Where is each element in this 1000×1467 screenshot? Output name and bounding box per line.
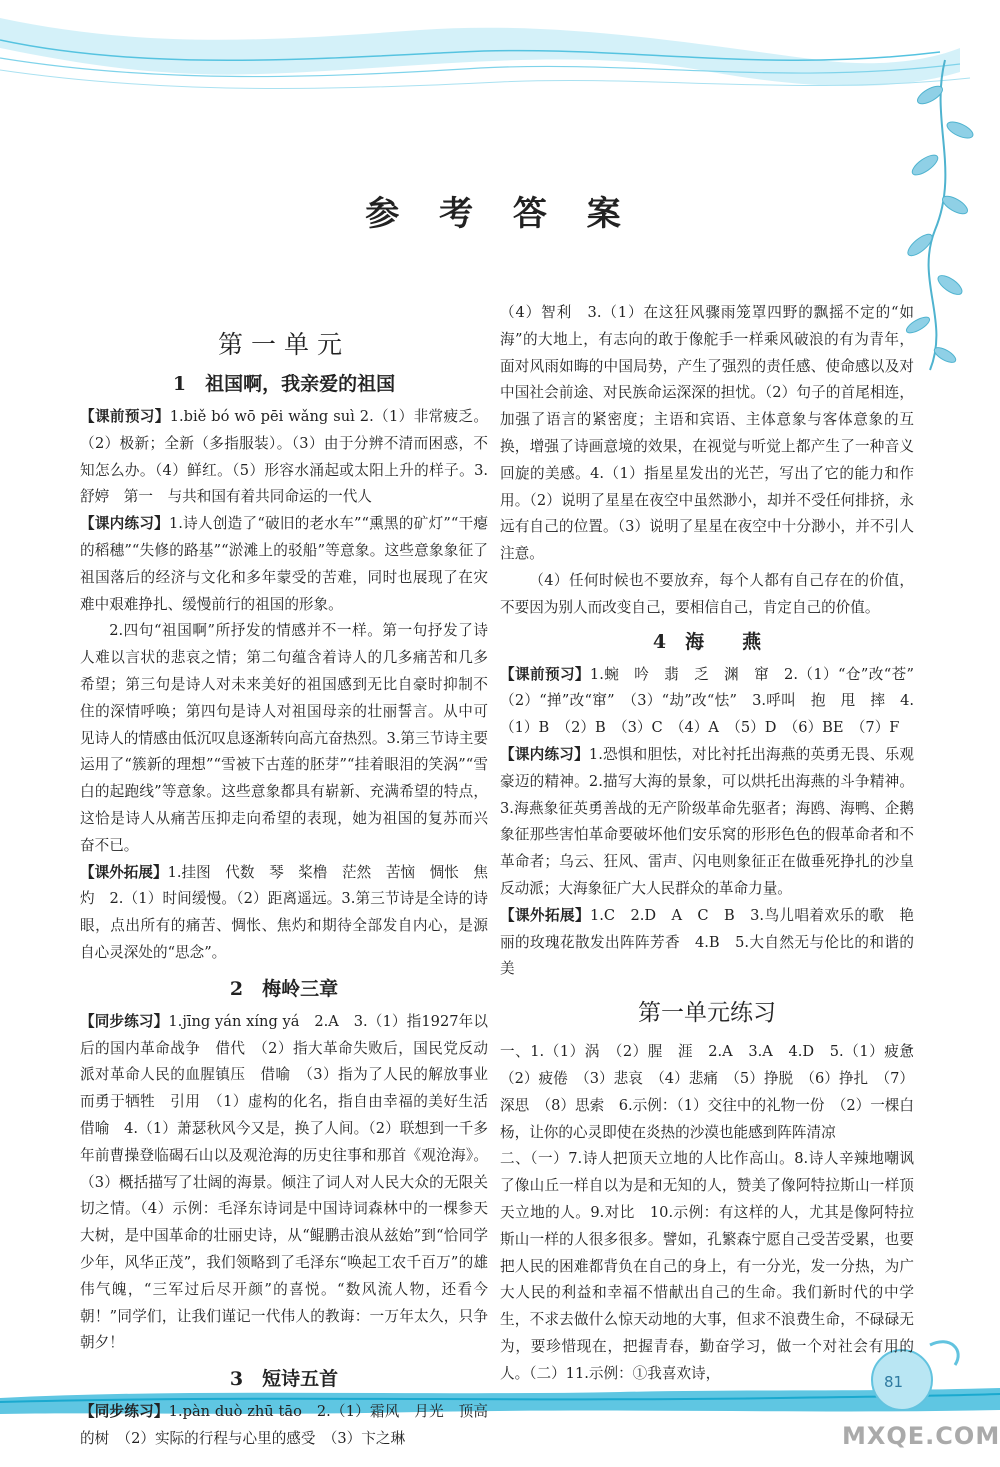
page-title: 参 考 答 案 bbox=[365, 194, 635, 234]
top-wave-decoration bbox=[0, 18, 970, 89]
answer-paragraph: 【课前预习】1.蜿 吟 翡 乏 渊 窜 2.（1）“仓”改“苍” （2）“掸”改“窜” （3）“劫”改“怯” 3.呼叫 抱 甩 摔 4.（1）B （2）B （3）C （4）A （5）D （6）BE （7）F bbox=[500, 665, 929, 737]
answer-paragraph: 【课内练习】1.诗人创造了“破旧的老水车”“熏黑的矿灯”“干瘪的稻穗”“失修的路基”“淤滩上的驳船”等意象。这些意象象征了祖国落后的经济与文化和多年蒙受的苦难，同时也展现了在灾难中艰难挣扎、缓慢前行的祖国的形象。 bbox=[80, 515, 488, 613]
section-tag: 【同步练习】 bbox=[80, 1012, 169, 1030]
lesson-title: 4 海 燕 bbox=[652, 630, 762, 653]
lesson-title: 3 短诗五首 bbox=[229, 1368, 339, 1391]
right-column bbox=[500, 300, 929, 1387]
answer-paragraph: （4）任何时候也不要放弃，每个人都有自己存在的价值，不要因为别人而改变自己，要相信自己，肯定自己的价值。 bbox=[500, 571, 914, 616]
unit-title: 第一单元 bbox=[217, 330, 350, 359]
answer-paragraph: （4）智利 3.（1）在这狂风骤雨笼罩四野的飘摇不定的“如海”的大地上，有志向的敢于像舵手一样乘风破浪的有为青年，面对风雨如晦的中国局势，产生了强烈的责任感、使命感以及对中国社会前途、对民族命运深深的担忧。（2）句子的首尾相连，加强了语言的紧密度；主语和宾语、主体意象与客体意象的互换，增强了诗画意境的效果，在视觉与听觉上都产生了一种音义回旋的美感。4.（1）指星星发出的光芒，写出了它的能力和作用。（2）说明了星星在夜空中虽然渺小，却并不受任何排挤，永远有自己的位置。（3）说明了星星在夜空中十分渺小，并不引人注意。 bbox=[500, 304, 914, 563]
answer-paragraph: 【同步练习】1.pàn duò zhū tāo 2.（1）霜风 月光 顶高的树 （2）实际的行程与心里的感受 （3）卞之琳 bbox=[80, 1403, 488, 1447]
section-tag: 【课内练习】 bbox=[500, 745, 589, 763]
section-tag: 【课前预习】 bbox=[500, 665, 590, 683]
section-tag: 【课外拓展】 bbox=[80, 863, 168, 881]
answer-paragraph: 2.四句“祖国啊”所抒发的情感并不一样。第一句抒发了诗人难以言状的悲哀之情；第二句蕴含着诗人的几多痛苦和几多希望；第三句是诗人对未来美好的祖国感到无比自豪时抑制不住的深情呼唤；第四句是诗人对祖国母亲的壮丽誓言。从中可见诗人的情感由低沉叹息逐渐转向高亢奋热烈。3.第三节诗主要运用了“簇新的理想”“雪被下古莲的胚芽”“挂着眼泪的笑涡”“雪白的起跑线”等意象。这些意象都具有崭新、充满希望的特点，这恰是诗人从痛苦压抑走向希望的表现，她为祖国的复苏而兴奋不已。 bbox=[80, 622, 488, 854]
unit-exercise-title: 第一单元练习 bbox=[638, 1000, 776, 1027]
lesson-title: 2 梅岭三章 bbox=[229, 977, 339, 1000]
answer-paragraph: 一、1.（1）涡 （2）腥 涯 2.A 3.A 4.D 5.（1）疲惫 （2）疲倦 （3）悲哀 （4）悲痛 （5）挣脱 （6）挣扎 （7）深思 （8）思索 6.示例：（1）交往中的礼物一份 （2）一棵白杨，让你的心灵即使在炎热的沙漠也能感到阵阵清凉 bbox=[500, 1043, 929, 1141]
watermark: MXQE.COM bbox=[842, 1422, 1000, 1450]
answer-paragraph: 【课前预习】1.biě bó wō pēi wǎng suì 2.（1）非常疲乏。（2）极新；全新（多指服装）。（3）由于分辨不清而困惑，不知怎么办。（4）鲜红。（5）形容水涌起或太阳上升的样子。3.舒婷 第一 与共和国有着共同命运的一代人 bbox=[80, 408, 488, 506]
answer-paragraph: 【课内练习】1.恐惧和胆怯，对比衬托出海燕的英勇无畏、乐观豪迈的精神。2.描写大海的景象，可以烘托出海燕的斗争精神。3.海燕象征英勇善战的无产阶级革命先驱者；海鸥、海鸭、企鹅象征那些害怕革命要破坏他们安乐窝的形形色色的假革命者和不革命者；乌云、狂风、雷声、闪电则象征正在做垂死挣扎的沙皇反动派；大海象征广大人民群众的革命力量。 bbox=[500, 745, 914, 897]
left-column bbox=[80, 300, 503, 1453]
section-tag: 【课内练习】 bbox=[80, 515, 170, 533]
section-tag: 【课前预习】 bbox=[80, 408, 170, 425]
lesson-title: 1 祖国啊，我亲爱的祖国 bbox=[172, 373, 396, 395]
section-tag: 【课外拓展】 bbox=[500, 906, 590, 924]
answer-paragraph: 【课外拓展】1.C 2.D A C B 3.鸟儿唱着欢乐的歌 艳丽的玫瑰花散发出阵阵芳香 4.B 5.大自然无与伦比的和谐的美 bbox=[500, 906, 914, 978]
answer-paragraph: 【同步练习】1.jīng yán xíng yá 2.A 3.（1）指1927年以后的国内革命战争 借代 （2）指大革命失败后，国民党反动派对革命人民的血腥镇压 借喻 （3）指为了人民的解放事业而勇于牺牲 引用 （1）虚构的化名，指自由幸福的美好生活 借喻 4.（1）萧瑟秋风今又是，换了人间。（2）联想到一千多年前曹操登临碣石山以及观沧海的历史往事和那首《观沧海》。（3）概括描写了壮阔的海景。倾注了词人对人民大众的无限关切之情。（4）示例：毛泽东诗词是中国诗词森林中的一棵参天大树，是中国革命的壮丽史诗，从“鲲鹏击浪从兹始”到“恰同学少年，风华正茂”，我们领略到了毛泽东“唤起工农千百万”的雄伟气魄，“三军过后尽开颜”的喜悦。“数风流人物，还看今朝！”同学们，让我们谨记一代伟人的教诲：一万年太久，只争朝夕！ bbox=[80, 1012, 503, 1352]
page-number: 81 bbox=[884, 1373, 904, 1391]
answer-paragraph: 【课外拓展】1.挂图 代数 琴 桨橹 茫然 苦恼 惆怅 焦灼 2.（1）时间缓慢。（2）距离遥远。3.第三节诗是全诗的诗眼，点出所有的痛苦、惆怅、焦灼和期待全部发自内心，是源自心灵深处的“思念”。 bbox=[80, 863, 488, 961]
section-tag: 【同步练习】 bbox=[80, 1403, 169, 1421]
answer-paragraph: 二、（一）7.诗人把顶天立地的人比作高山。8.诗人辛辣地嘲讽了像山丘一样自以为是和无知的人，赞美了像阿特拉斯山一样顶天立地的人。9.对比 10.示例：有这样的人，尤其是像阿特拉斯山一样的人很多很多。譬如，孔繁森宁愿自己受苦受累，也要把人民的困难都背负在自己的身上，有一分光，发一分热，为广大人民的利益和幸福不惜献出自己的生命。我们新时代的中学生，不求去做什么惊天动地的大事，但求不浪费生命，不碌碌无为，要珍惜现在，把握青春，勤奋学习，做一个对社会有用的人。（二）11.示例：①我喜欢诗， bbox=[500, 1150, 914, 1382]
